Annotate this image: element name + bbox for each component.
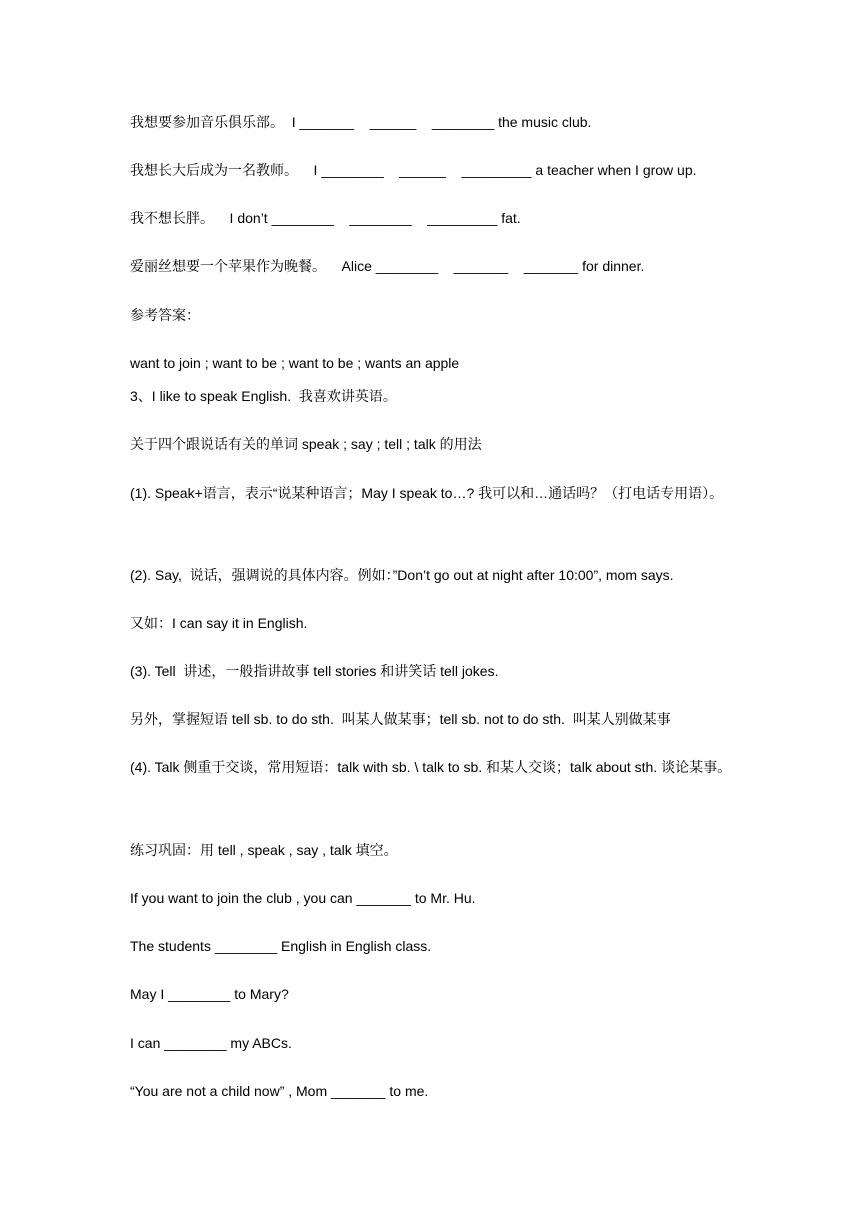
answer-key-text: want to join ; want to be ; want to be ; wants an apple <box>130 355 460 371</box>
usage-tell-phrases: 另外，掌握短语 tell sb. to do sth. 叫某人做某事；tell sb. not to do sth. 叫某人别做某事 <box>130 711 671 727</box>
sentence-become-teacher: 我想长大后成为一名教师。 I ________ ______ _________ a teacher when I grow up. <box>130 162 697 178</box>
usage-say-example: 又如：I can say it in English. <box>130 615 308 631</box>
usage-talk: (4). Talk 侧重于交谈，常用短语：talk with sb. \ talk to sb. 和某人交谈；talk about sth. 谈论某事。 <box>130 759 732 775</box>
section-3-heading: 3、I like to speak English. 我喜欢讲英语。 <box>130 388 397 404</box>
exercise-item-5: “You are not a child now” , Mom _______ to me. <box>130 1083 429 1099</box>
sentence-not-fat: 我不想长胖。 I don’t ________ ________ _________ fat. <box>130 210 521 226</box>
exercise-item-2: The students ________ English in English class. <box>130 938 432 954</box>
usage-intro: 关于四个跟说话有关的单词 speak ; say ; tell ; talk 的用法 <box>130 436 482 452</box>
exercise-item-4: I can ________ my ABCs. <box>130 1035 292 1051</box>
answer-key-heading: 参考答案： <box>130 307 200 323</box>
sentence-join-music-club: 我想要参加音乐俱乐部。 I _______ ______ ________ the music club. <box>130 114 592 130</box>
usage-say: (2). Say, 说话，强调说的具体内容。例如：”Don’t go out at night after 10:00”, mom says. <box>130 567 674 583</box>
usage-speak: (1). Speak+语言，表示“说某种语言；May I speak to…? 我可以和…通话吗？（打电话专用语）。 <box>130 485 724 501</box>
exercise-item-3: May I ________ to Mary? <box>130 986 289 1002</box>
usage-tell: (3). Tell 讲述，一般指讲故事 tell stories 和讲笑话 tell jokes. <box>130 663 499 679</box>
exercise-item-1: If you want to join the club , you can _______ to Mr. Hu. <box>130 890 476 906</box>
sentence-alice-apple: 爱丽丝想要一个苹果作为晚餐。 Alice ________ _______ _______ for dinner. <box>130 258 645 274</box>
exercise-heading: 练习巩固：用 tell , speak , say , talk 填空。 <box>130 842 398 858</box>
